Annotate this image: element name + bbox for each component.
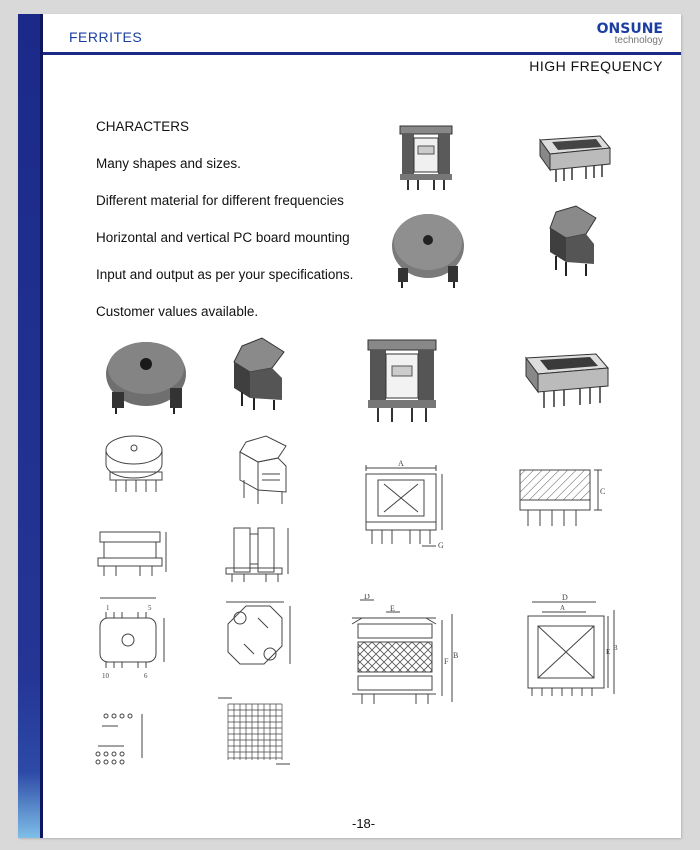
photo-square-core-large — [518, 344, 614, 414]
drawing-cross-core-side-view — [222, 524, 296, 584]
label-c: C — [600, 487, 606, 496]
category-subtitle: HIGH FREQUENCY — [529, 58, 663, 74]
label-a: A — [398, 460, 404, 468]
drawing-square-core-top-view — [518, 592, 618, 708]
label-a-square: A — [560, 604, 566, 612]
drawing-cross-core-perspective — [228, 434, 298, 506]
label-b: B — [453, 651, 458, 660]
section-title: FERRITES — [69, 29, 143, 45]
label-pin-5: 5 — [148, 604, 152, 612]
photo-square-core — [530, 126, 616, 186]
header-rule — [43, 52, 681, 55]
spine-shadow — [40, 14, 43, 838]
label-f: F — [444, 657, 449, 666]
drawing-transformer-front-view — [358, 460, 448, 552]
footprint-grid — [228, 704, 282, 760]
photo-bobbin-transformer-large — [364, 332, 440, 424]
photo-cross-core-large — [220, 336, 296, 412]
drawing-cross-core-top-view — [218, 596, 298, 676]
label-pin-10: 10 — [102, 672, 109, 680]
label-d-square: D — [562, 593, 568, 602]
label-e-square: E — [606, 648, 611, 656]
drawing-pcb-grid-layout — [214, 694, 294, 770]
drawing-pot-core-side-view — [94, 524, 174, 580]
drawing-pot-core-perspective — [100, 432, 172, 496]
label-d: D — [364, 594, 370, 601]
photo-cross-core — [536, 204, 608, 280]
brand-name: ONSUNE — [596, 21, 663, 37]
page-number: -18- — [352, 816, 376, 831]
feature-item: Customer values available. — [96, 304, 259, 319]
feature-item: Different material for different frequencies — [96, 193, 344, 208]
feature-item: Many shapes and sizes. — [96, 156, 241, 171]
label-pin-6: 6 — [144, 672, 148, 680]
binder-spine — [18, 14, 42, 838]
drawing-square-core-side-view — [514, 464, 610, 532]
photo-pot-core — [390, 210, 468, 290]
photo-bobbin-transformer — [396, 120, 456, 192]
drawing-pcb-footprint-pins — [92, 702, 162, 772]
label-b-square: B — [613, 644, 618, 652]
feature-item: Horizontal and vertical PC board mounting — [96, 230, 350, 245]
drawing-transformer-section — [348, 594, 458, 706]
catalog-page — [18, 14, 681, 838]
label-e: E — [390, 604, 395, 613]
brand-logo — [597, 21, 663, 46]
label-g: G — [438, 541, 444, 550]
features-heading: CHARACTERS — [96, 119, 190, 134]
photo-pot-core-large — [104, 336, 190, 416]
brand-tagline: technology — [614, 35, 663, 46]
label-pin-1: 1 — [106, 604, 110, 612]
feature-item: Input and output as per your specifications. — [96, 267, 354, 282]
drawing-pot-core-top-view — [94, 592, 172, 682]
